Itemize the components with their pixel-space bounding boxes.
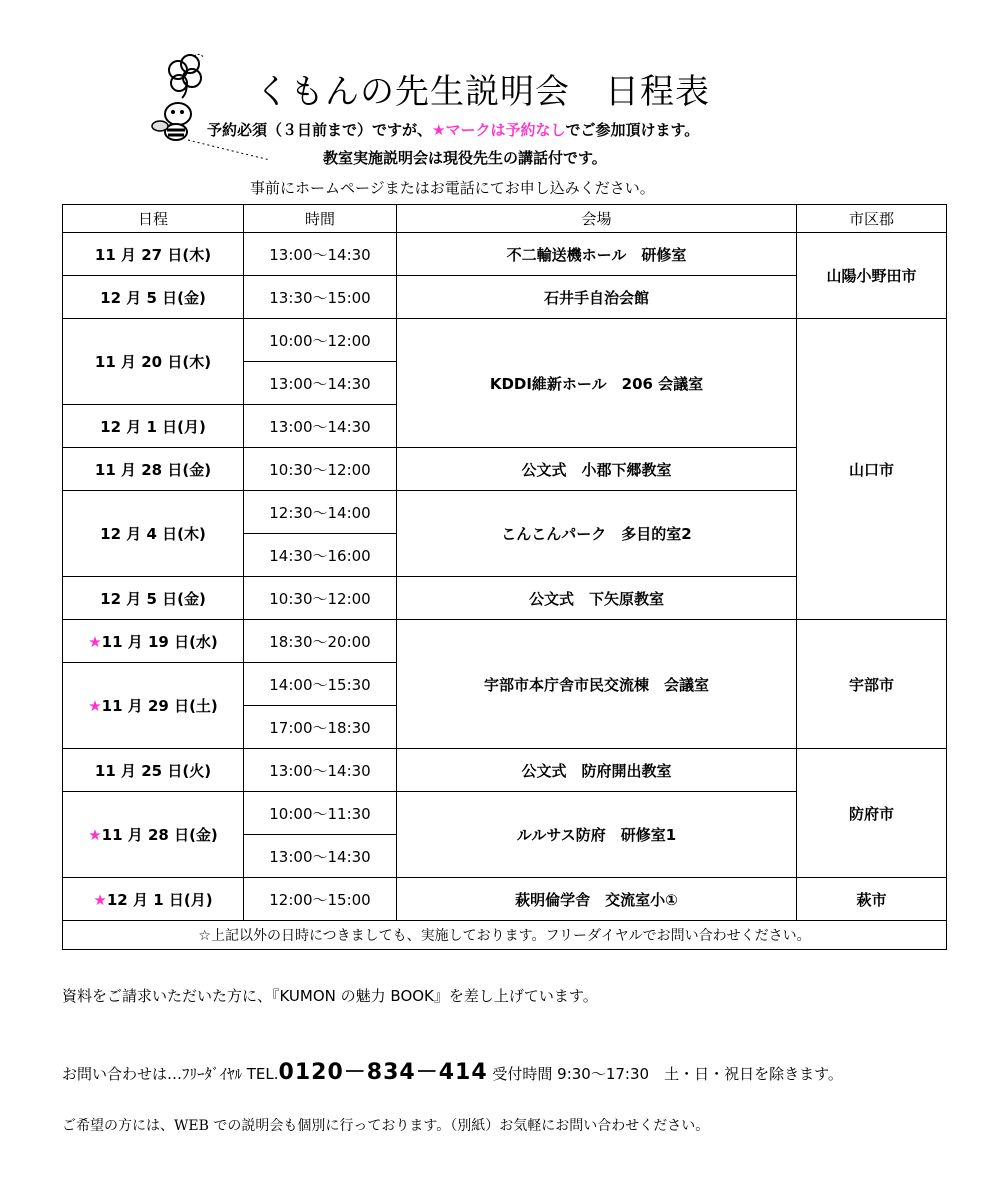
reservation-note <box>207 119 699 140</box>
classroom-note: 教室実施説明会は現役先生の講話付です。 <box>323 149 607 167</box>
date-text: 11 月 19 日(水) <box>101 632 218 651</box>
header-venue: 会場 <box>397 205 797 233</box>
venue-cell: 公文式 下矢原教室 <box>397 577 797 620</box>
application-note: 事前にホームページまたはお電話にてお申し込みください。 <box>250 179 655 197</box>
table-row <box>63 620 947 663</box>
star-icon: ★ <box>88 826 102 844</box>
date-text: 11 月 29 日(土) <box>101 697 218 715</box>
table-footer-note: ☆上記以外の日時につきましても、実施しております。フリーダイヤルでお問い合わせください。 <box>63 921 947 950</box>
web-session-note: ご希望の方には、WEB での説明会も個別に行っております。（別紙）お気軽にお問い合わせください。 <box>62 1118 710 1134</box>
header-city: 市区郡 <box>797 205 947 233</box>
city-cell: 萩市 <box>797 878 947 921</box>
date-cell: 12 月 5 日(金) <box>63 276 244 319</box>
table-footer-row <box>63 921 947 950</box>
venue-cell: 公文式 防府開出教室 <box>397 749 797 792</box>
time-cell: 13:00～14:30 <box>244 362 397 405</box>
time-cell: 12:30～14:00 <box>244 491 397 534</box>
venue-cell: こんこんパーク 多目的室2 <box>397 491 797 577</box>
page-title: くもんの先生説明会 日程表 <box>255 72 710 112</box>
venue-cell: ルルサス防府 研修室1 <box>397 792 797 878</box>
time-cell: 13:00～14:30 <box>244 233 397 276</box>
table-row <box>63 233 947 276</box>
time-cell: 12:00～15:00 <box>244 878 397 921</box>
date-cell: 12 月 5 日(金) <box>63 577 244 620</box>
table-row <box>63 319 947 362</box>
venue-cell: 公文式 小郡下郷教室 <box>397 448 797 491</box>
time-cell: 13:00～14:30 <box>244 749 397 792</box>
venue-cell: 宇部市本庁舎市民交流棟 会議室 <box>397 620 797 749</box>
schedule-table <box>62 204 947 950</box>
date-cell: 11 月 20 日(木) <box>63 319 244 405</box>
clover-icon <box>169 55 201 98</box>
contact-line <box>62 1055 843 1086</box>
header-date: 日程 <box>63 205 244 233</box>
date-cell: 11 月 28 日(金) <box>63 448 244 491</box>
city-cell: 山陽小野田市 <box>797 233 947 319</box>
star-icon: ★ <box>88 632 102 651</box>
date-cell: 12 月 4 日(木) <box>63 491 244 577</box>
time-cell: 14:00～15:30 <box>244 663 397 706</box>
date-cell: 11 月 25 日(火) <box>63 749 244 792</box>
venue-cell: 萩明倫学舎 交流室小① <box>397 878 797 921</box>
date-cell <box>63 878 244 921</box>
date-cell <box>63 620 244 663</box>
time-cell: 10:00～12:00 <box>244 319 397 362</box>
date-cell <box>63 792 244 878</box>
reservation-note-text: 予約必須（３日前まで）ですが、 <box>207 121 433 139</box>
time-cell: 18:30～20:00 <box>244 620 397 663</box>
time-cell: 10:00～11:30 <box>244 792 397 835</box>
time-cell: 14:30～16:00 <box>244 534 397 577</box>
time-cell: 17:00～18:30 <box>244 706 397 749</box>
phone-number[interactable]: 0120－834－414 <box>278 1060 488 1085</box>
date-cell <box>63 663 244 749</box>
materials-note: 資料をご請求いただいた方に、『KUMON の魅力 BOOK』を差し上げています。 <box>62 987 598 1005</box>
date-cell: 11 月 27 日(木) <box>63 233 244 276</box>
table-row <box>63 878 947 921</box>
time-cell: 13:30～15:00 <box>244 276 397 319</box>
city-cell: 防府市 <box>797 749 947 878</box>
no-reservation-star-note: ★マークは予約なし <box>432 121 566 139</box>
city-cell: 山口市 <box>797 319 947 620</box>
date-text: 12 月 1 日(月) <box>106 890 213 909</box>
contact-hours: 受付時間 9:30～17:30 土・日・祝日を除きます。 <box>487 1065 843 1083</box>
time-cell: 10:30～12:00 <box>244 577 397 620</box>
city-cell: 宇部市 <box>797 620 947 749</box>
venue-cell: KDDI維新ホール 206 会議室 <box>397 319 797 448</box>
venue-cell: 石井手自治会館 <box>397 276 797 319</box>
time-cell: 10:30～12:00 <box>244 448 397 491</box>
reservation-note-text-end: でご参加頂けます。 <box>565 121 700 139</box>
date-cell: 12 月 1 日(月) <box>63 405 244 448</box>
time-cell: 13:00～14:30 <box>244 405 397 448</box>
bee-icon <box>152 103 191 140</box>
star-icon: ★ <box>88 697 102 715</box>
date-text: 11 月 28 日(金) <box>101 826 218 844</box>
time-cell: 13:00～14:30 <box>244 835 397 878</box>
table-header-row <box>63 205 947 233</box>
star-icon: ★ <box>93 890 107 909</box>
contact-prefix: お問い合わせは…ﾌﾘｰﾀﾞｲﾔﾙ TEL. <box>62 1065 279 1083</box>
venue-cell: 不二輸送機ホール 研修室 <box>397 233 797 276</box>
header-time: 時間 <box>244 205 397 233</box>
table-row <box>63 749 947 792</box>
